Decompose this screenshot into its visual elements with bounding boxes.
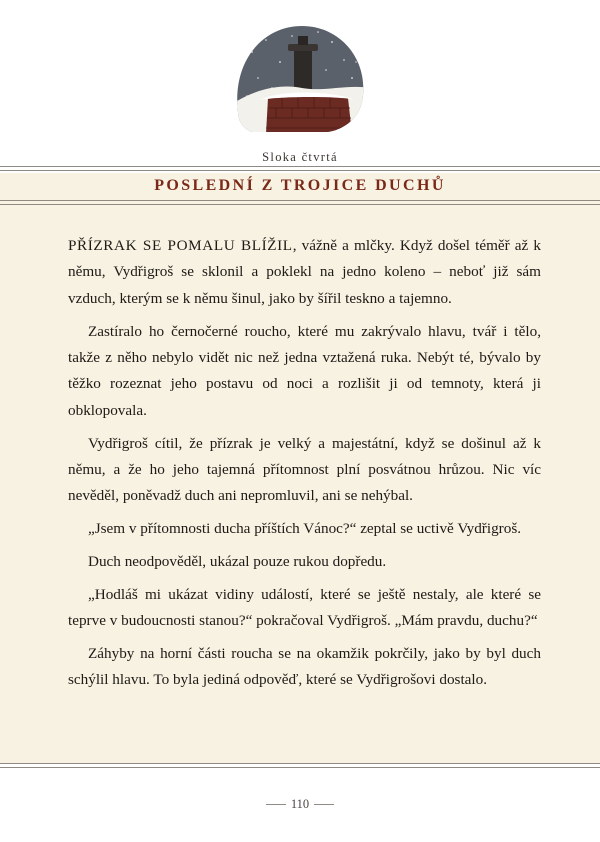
paragraph: Vydřigroš cítil, že přízrak je velký a majestátní, když se došinul až k němu, a že ho jeho tajemná přítomnost plní posvátnou hrůzou. Nic víc nevěděl, poněvadž duch ani nepromluvil, ani se nehýbal. [68, 434, 541, 505]
chimney-snow-illustration [232, 22, 370, 134]
title-rule-inner [0, 204, 600, 205]
chapter-label: Sloka čtvrtá [262, 150, 338, 164]
lead-in: PŘÍZRAK SE POMALU BLÍŽIL [68, 237, 293, 254]
paragraph: Duch neodpověděl, ukázal pouze rukou dopředu. [88, 553, 387, 571]
top-rule-inner [0, 170, 600, 171]
bottom-rule-inner [0, 767, 600, 768]
chapter-body [68, 233, 541, 700]
paragraph: Zastíralo ho černočerné roucho, které mu zakrývalo hlavu, tvář i tělo, takže z něho nebylo vidět nic než jedna vztažená ruka. Nebýt té, bývalo by těžko rozeznat jeho postavu od noci a rozlišit ji od temnoty, která ji obklopovala. [68, 322, 541, 419]
folio-dash-right [314, 804, 334, 805]
top-rule-outer [0, 166, 600, 167]
chapter-title: POSLEDNÍ Z TROJICE DUCHŮ [154, 177, 446, 194]
page-number [0, 797, 600, 812]
folio-dash-left [266, 804, 286, 805]
page-number-text: 110 [290, 797, 310, 811]
paragraph: „Hodláš mi ukázat vidiny událostí, které se ještě nestaly, ale které se teprve v budoucnosti stanou?“ pokračoval Vydřigroš. „Mám pravdu, duchu?“ [68, 585, 541, 630]
title-rule-outer [0, 200, 600, 201]
paragraph: Záhyby na horní části roucha se na okamžik pokrčily, jako by byl duch schýlil hlavu. To byla jediná odpověď, které se Vydřigrošovi dostalo. [68, 645, 541, 689]
paragraph: „Jsem v přítomnosti ducha příštích Vánoc?“ zeptal se uctivě Vydřigroš. [88, 520, 522, 538]
paragraph [68, 233, 541, 312]
bottom-rule-outer [0, 763, 600, 764]
paragraph-text: , vážně a mlčky. Když došel téměř až k němu, Vydřigroš se sklonil a poklekl na jedno koleno – neboť již sám vzduch, kterým se k němu šinul, jako by šířil teskno a tajemno. [68, 237, 541, 307]
